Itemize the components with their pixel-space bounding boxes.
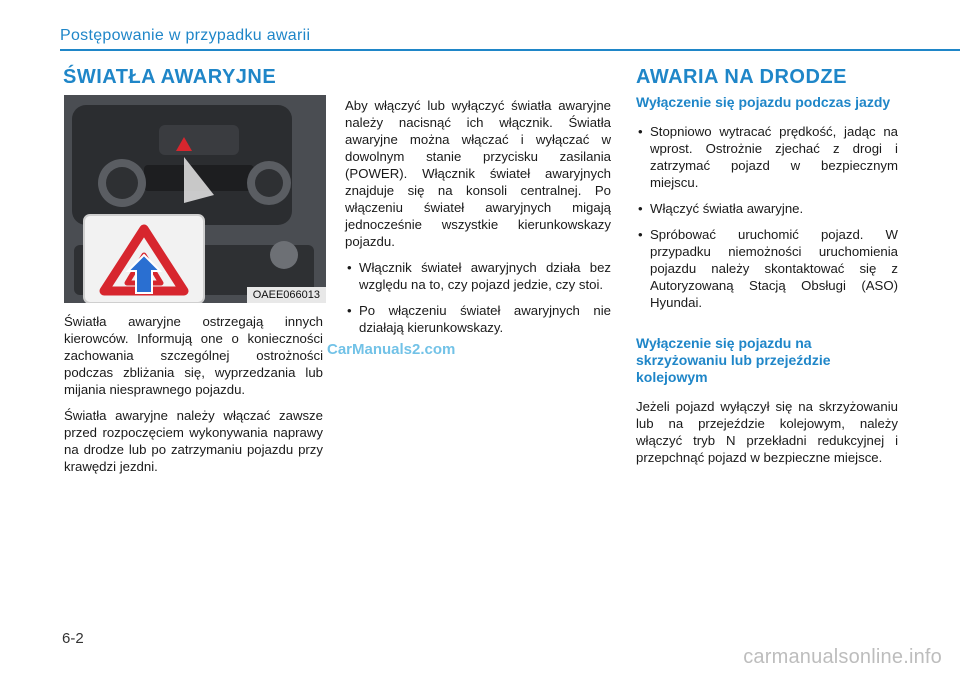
- paragraph: Jeżeli pojazd wyłączył się na skrzyżowaniu lub na przejeździe kolejowym, należy włączyć tryb N przekładni redukcyjnej i przepchnąć pojazd w bezpieczne miejsce.: [636, 399, 898, 465]
- list-item: • Spróbować uruchomić pojazd. W przypadku niemożności uruchomienia pojazdu należy skontaktować się z Autoryzowaną Stacją Obsługi (ASO) Hyundai.: [636, 226, 898, 311]
- list-item: • Włączyć światła awaryjne.: [636, 200, 898, 217]
- roadside-breakdown-heading: AWARIA NA DRODZE: [636, 66, 847, 88]
- paragraph: Światła awaryjne należy włączać zawsze przed rozpoczęciem wykonywania naprawy na drodze lub po zatrzymaniu pojazdu przy krawędzi jezdni.: [64, 408, 323, 474]
- section-header: Postępowanie w przypadku awarii: [60, 27, 311, 44]
- bullet-list: [345, 259, 611, 336]
- list-item: • Włącznik świateł awaryjnych działa bez względu na to, czy pojazd jedzie, czy stoi.: [345, 259, 611, 293]
- watermark-link[interactable]: CarManuals2.com: [327, 341, 456, 358]
- image-code: OAEE066013: [247, 287, 326, 303]
- page-number: 6-2: [62, 630, 84, 647]
- header-rule: [60, 49, 960, 51]
- subheading: Wyłączenie się pojazdu na skrzyżowaniu lub przejeździe kolejowym: [636, 335, 831, 385]
- subheading: Wyłączenie się pojazdu podczas jazdy: [636, 94, 891, 110]
- middle-text-column: [345, 97, 611, 345]
- paragraph: Światła awaryjne ostrzegają innych kierowców. Informują one o konieczności zachowania szczególnej ostrożności podczas zbliżania się, wyprzedzania lub mijania niesprawnego pojazdu.: [64, 314, 323, 397]
- paragraph: Aby włączyć lub wyłączyć światła awaryjne należy nacisnąć ich włącznik. Światła awaryjne można włączać i wyłączać w dowolnym stanie przycisku zasilania (POWER). Włącznik świateł awaryjnych znajduje się na konsoli centralnej. Po włączeniu świateł awaryjnych migają jednocześnie wszystkie kierunkowskazy pojazdu.: [345, 98, 611, 249]
- hazard-lights-heading: ŚWIATŁA AWARYJNE: [63, 66, 277, 88]
- right-text-column: [636, 94, 898, 475]
- list-item: • Po włączeniu świateł awaryjnych nie działają kierunkowskazy.: [345, 302, 611, 336]
- bullet-list: [636, 123, 898, 311]
- left-text-column: [64, 313, 323, 484]
- list-item: • Stopniowo wytracać prędkość, jadąc na wprost. Ostrożnie zjechać z drogi i zatrzymać pojazd w bezpiecznym miejscu.: [636, 123, 898, 191]
- hazard-switch-photo: [64, 95, 326, 303]
- footer-watermark: carmanualsonline.info: [743, 646, 942, 668]
- console-illustration: [64, 95, 326, 303]
